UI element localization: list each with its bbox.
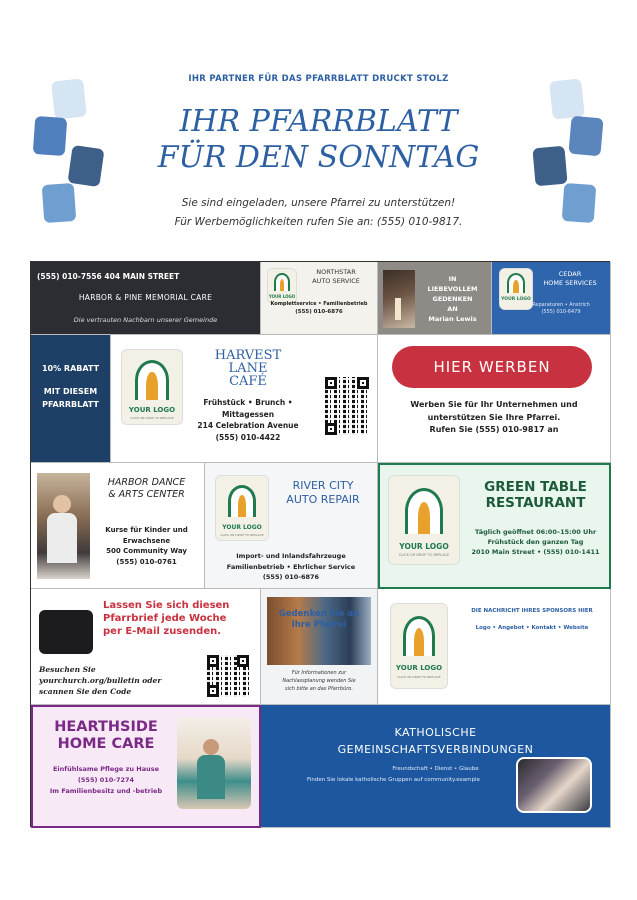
advertise-line-3: Rufen Sie (555) 010-9817 an [429,425,559,434]
river-name [273,479,373,507]
dance-name-2: & ARTS CENTER [108,489,185,500]
email-headline-3: per E-Mail zusenden. [103,626,222,637]
dance-line-2: Erwachsene [122,536,171,545]
person-silhouette [197,755,225,799]
harvest-phone: (555) 010-4422 [215,432,281,442]
logo-text: YOUR LOGO [395,664,443,672]
qr-finder [207,655,219,667]
ad-catholic-connections[interactable] [261,705,611,828]
person-silhouette [47,513,77,563]
catholic-name [261,724,610,756]
harvest-line-1: Frühstück • Brunch • [203,398,293,407]
hearthside-phone: (555) 010-7274 [77,776,135,784]
ad-northstar[interactable] [261,262,378,335]
harbor-pine-name: HARBOR & PINE MEMORIAL CARE [78,293,213,302]
ad-advertise-here[interactable] [378,335,611,463]
logo-arch-icon [403,616,435,656]
email-headline-1: Lassen Sie sich diesen [103,600,230,611]
dance-line-3: 500 Community Way [106,547,187,555]
dance-phone: (555) 010-0761 [116,557,177,566]
dance-photo [37,473,90,579]
ad-green-table[interactable] [378,463,611,589]
remember-overlay-1: Gedenken Sie an [278,609,360,619]
logo-text: YOUR LOGO [268,294,296,299]
discount-line-3: PFARRBLATT [42,400,99,409]
title-line-1: IHR PFARRBLATT [179,104,458,139]
greentable-name-2: RESTAURANT [485,495,586,511]
ad-memorial[interactable] [378,262,492,335]
memorial-photo [383,270,415,328]
qr-finder [325,423,337,435]
ad-hearthside[interactable] [31,705,261,828]
email-line-1: Besuchen Sie [39,665,96,674]
logo-text: YOUR LOGO [399,542,449,551]
sponsor-headline: DIE NACHRICHT IHRES SPONSORS HIER [471,608,593,614]
qr-code [207,655,249,697]
northstar-name [299,268,373,286]
logo-text: YOUR LOGO [128,406,176,414]
logo-placeholder [267,268,297,304]
catholic-line-1: Freundschaft • Dienst • Glaube [392,766,479,772]
dance-details [93,525,200,567]
ad-remember-parish[interactable] [261,589,378,705]
memorial-text [418,274,487,324]
person-silhouette [203,739,219,755]
harbor-pine-top: (555) 010-7556 404 MAIN STREET [37,272,180,281]
greentable-details [464,527,607,557]
logo-subtext: CLICK OR DROP TO REPLACE [397,675,441,679]
dance-name [93,477,200,501]
logo-placeholder [390,603,448,689]
advertise-button[interactable]: HIER WERBEN [392,346,592,388]
email-line-3: scannen Sie den Code [39,687,132,696]
logo-subtext: CLICK OR DROP TO REPLACE [130,416,174,420]
email-headline [103,599,256,638]
remember-line-3: sich bitte an das Pfarrbüro. [285,686,353,692]
catholic-line-2: Finden Sie lokale katholische Gruppen auf community.example [307,777,480,783]
logo-placeholder [388,475,460,565]
cedar-name [532,270,608,288]
harvest-name-2: LANE [228,361,268,376]
discount-line-2: MIT DIESEM [43,387,98,396]
river-name-2: AUTO REPAIR [286,493,360,506]
northstar-services: Komplettservice • Familienbetrieb [270,301,368,307]
river-line-1: Import- und Inlandsfahrzeuge [236,552,346,560]
qr-finder [357,377,369,389]
sponsor-links: Logo • Angebot • Kontakt • Website [475,625,589,631]
ad-river-city[interactable] [205,463,378,589]
page-title [0,104,637,176]
greentable-name-1: GREEN TABLE [484,479,587,495]
logo-subtext: CLICK OR DROP TO REPLACE [220,533,264,537]
cedar-services: Reparaturen • Anstrich [532,302,590,308]
qr-finder [325,377,337,389]
logo-text: YOUR LOGO [222,524,262,531]
logo-arch-icon [507,273,525,293]
catholic-photo [516,757,592,813]
logo-subtext: CLICK OR DROP TO REPLACE [398,553,450,557]
logo-arch-icon [135,360,169,400]
dance-name-1: HARBOR DANCE [107,477,186,488]
header-kicker: IHR PARTNER FÜR DAS PFARRBLATT DRUCKT STOLZ [188,74,449,84]
catholic-name-1: KATHOLISCHE [394,726,477,739]
harbor-pine-tagline: Die vertrauten Nachbarn unserer Gemeinde [73,316,218,324]
hearthside-name-1: HEARTHSIDE [54,719,158,735]
cedar-phone: (555) 010-6479 [541,309,581,315]
remember-overlay-2: Ihre Pfarrei [291,620,347,630]
logo-text: YOUR LOGO [501,297,531,302]
harvest-details [191,397,305,443]
dance-line-1: Kurse für Kinder und [105,526,188,534]
title-line-2: FÜR DEN SONNTAG [157,140,480,175]
memorial-line-1: IN [448,275,457,283]
qr-finder [237,655,249,667]
greentable-line-1: Täglich geöffnet 06:00–15:00 Uhr [474,528,597,536]
memorial-line-4: AN [447,305,458,313]
candle-icon [395,298,401,320]
advertise-text [382,399,606,437]
ad-harbor-dance[interactable] [31,463,205,589]
logo-placeholder [215,475,269,541]
cedar-name-2: HOME SERVICES [543,279,597,287]
northstar-name-2: AUTO SERVICE [312,277,360,285]
northstar-phone: (555) 010-6876 [295,309,343,315]
email-headline-2: Pfarrbrief jede Woche [103,613,227,624]
hearthside-line-3: Im Familienbesitz und -betrieb [49,787,163,795]
ad-sponsor[interactable] [378,589,611,705]
hearthside-details [33,764,179,797]
email-device-icon [39,610,93,654]
remember-line-2: Nachlassplanung wenden Sie [282,678,356,684]
remember-line-1: Für Informationen zur [291,670,347,676]
harvest-name-3: CAFÉ [229,374,267,389]
memorial-line-2: LIEBEVOLLEM [427,285,478,293]
hearthside-line-1: Einfühlsame Pflege zu Hause [52,765,160,773]
greentable-line-3: 2010 Main Street • (555) 010-1411 [471,548,600,556]
ad-harvest-cafe[interactable] [111,335,378,463]
remember-photo [267,597,371,665]
river-phone: (555) 010-6876 [262,573,320,581]
harvest-line-2: Mittagessen [221,409,275,419]
harvest-name-1: HARVEST [214,348,282,363]
harvest-line-3: 214 Celebration Avenue [197,421,299,430]
hearthside-name [33,719,179,753]
ad-cedar[interactable] [492,262,611,335]
qr-code [325,377,369,435]
ad-grid [30,261,610,827]
remember-overlay [267,609,371,631]
catholic-name-2: GEMEINSCHAFTSVERBINDUNGEN [337,743,534,756]
header-subtitle-2: Für Werbemöglichkeiten rufen Sie an: (555) 010-9817. [174,216,463,228]
river-name-1: RIVER CITY [292,479,354,492]
ad-harbor-pine[interactable] [31,262,261,335]
advertise-line-2: unterstützen Sie Ihre Pfarrei. [427,412,561,422]
qr-finder [207,685,219,697]
memorial-line-3: GEDENKEN [432,295,473,303]
person-silhouette [53,495,71,513]
header-subtitle-1: Sie sind eingeladen, unsere Pfarrei zu unterstützen! [181,197,456,209]
greentable-name [464,479,607,511]
logo-arch-icon [274,273,290,291]
logo-placeholder [121,349,183,425]
harvest-name [199,349,297,389]
hearthside-name-2: HOME CARE [57,736,155,752]
greentable-line-2: Frühstück den ganzen Tag [487,538,584,546]
advertise-line-1: Werben Sie für Ihr Unternehmen und [410,400,578,409]
email-details [39,664,199,696]
ad-discount[interactable] [31,335,111,463]
hearthside-photo [177,717,251,809]
discount-line-1: 10% RABATT [41,364,100,373]
ad-email-bulletin[interactable] [31,589,261,705]
river-line-2: Familienbetrieb • Ehrlicher Service [226,562,356,571]
email-line-2: yourchurch.org/bulletin oder [39,676,162,685]
cedar-name-1: CEDAR [558,270,582,278]
logo-arch-icon [228,485,256,517]
remember-details [263,669,375,693]
river-details [205,551,377,583]
memorial-name: Marian Lewis [428,315,477,323]
northstar-name-1: NORTHSTAR [316,268,356,276]
logo-arch-icon [405,488,443,534]
